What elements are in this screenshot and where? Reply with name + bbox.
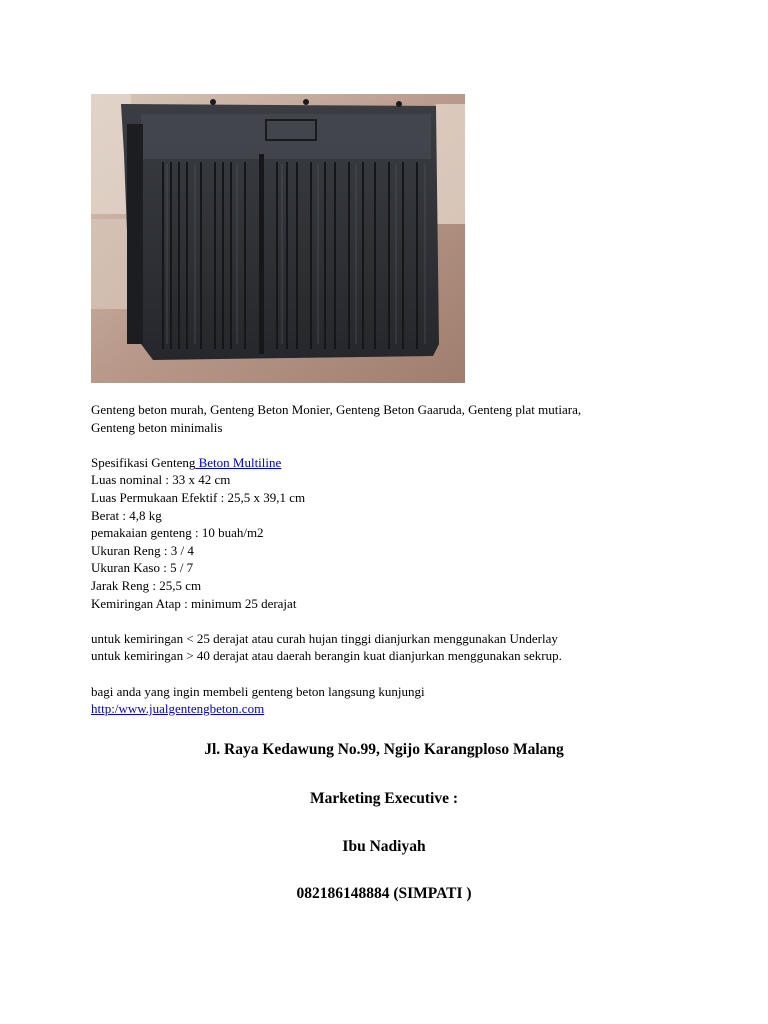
intro-line-2: Genteng beton minimalis	[91, 419, 223, 435]
contact-role: Marketing Executive :	[309, 790, 459, 807]
contact-name: Ibu Nadiyah	[342, 838, 426, 855]
spec-item-luas-efektif: Luas Permukaan Efektif : 25,5 x 39,1 cm	[91, 489, 306, 505]
roof-tile-photo	[91, 94, 465, 383]
spec-item-ukuran-reng: Ukuran Reng : 3 / 4	[91, 542, 194, 558]
spec-item-ukuran-kaso: Ukuran Kaso : 5 / 7	[91, 560, 194, 576]
spec-item-kemiringan: Kemiringan Atap : minimum 25 derajat	[91, 595, 297, 611]
visit-text: bagi anda yang ingin membeli genteng beton langsung kunjungi	[91, 683, 425, 699]
spec-item-jarak-reng: Jarak Reng : 25,5 cm	[91, 577, 202, 593]
spec-item-pemakaian: pemakaian genteng : 10 buah/m2	[91, 525, 264, 541]
note-line-2: untuk kemiringan > 40 derajat atau daerah berangin kuat dianjurkan menggunakan sekrup.	[91, 648, 562, 664]
visit-link-line	[91, 700, 691, 718]
note-line-1: untuk kemiringan < 25 derajat atau curah hujan tinggi dianjurkan menggunakan Underlay	[91, 630, 558, 646]
intro-line-1: Genteng beton murah, Genteng Beton Monier, Genteng Beton Gaaruda, Genteng plat mutiara,	[91, 402, 582, 417]
beton-multiline-link[interactable]: Beton Multiline	[195, 454, 282, 470]
spec-heading-prefix: Spesifikasi Genteng	[91, 454, 196, 470]
spec-item-berat: Berat : 4,8 kg	[91, 507, 162, 523]
website-link[interactable]: http:/www.jualgentengbeton.com	[91, 701, 265, 717]
contact-phone: 082186148884 (SIMPATI )	[296, 885, 472, 902]
contact-address: Jl. Raya Kedawung No.99, Ngijo Karangploso Malang	[204, 741, 564, 758]
body-text	[91, 401, 691, 718]
spec-item-luas-nominal: Luas nominal : 33 x 42 cm	[91, 472, 231, 488]
spec-heading	[91, 454, 691, 472]
